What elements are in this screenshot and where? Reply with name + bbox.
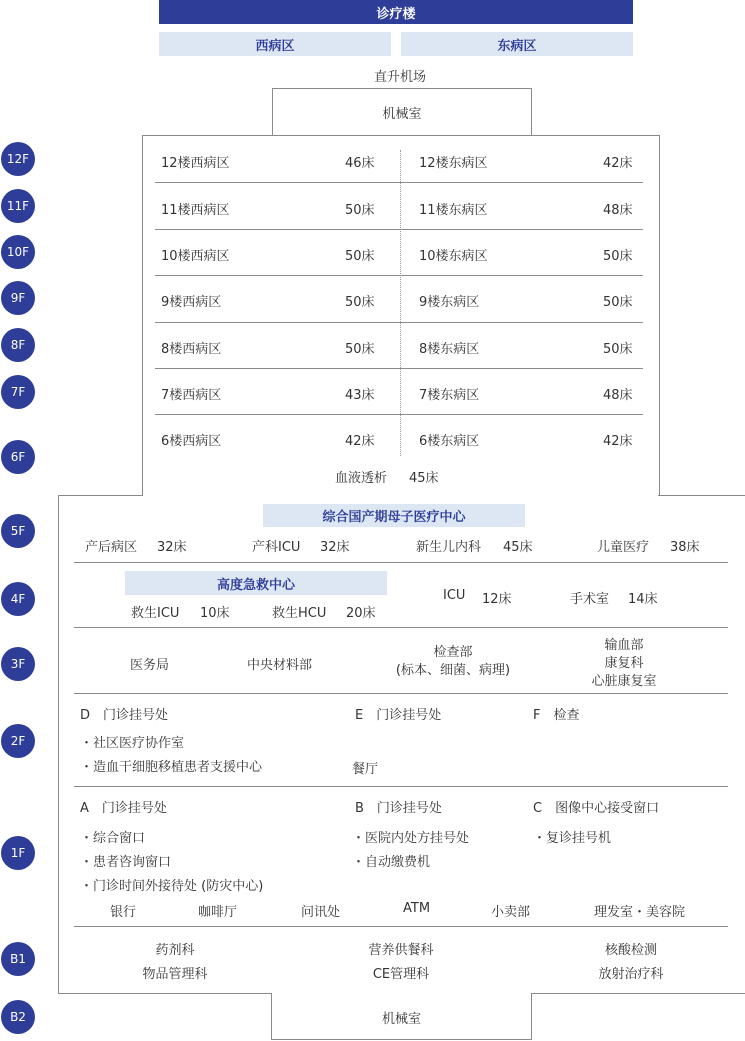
neonatal-beds: 45床 (503, 540, 533, 555)
ward-east-name: 11楼东病区 (419, 203, 488, 218)
divider-4f (74, 627, 728, 628)
barber-beauty: 理发室・美容院 (594, 905, 686, 920)
ward-east-name: 10楼东病区 (419, 249, 488, 264)
obstetric-icu: 产科ICU (252, 540, 301, 555)
ward-west-beds: 46床 (345, 156, 375, 171)
general-window: ・综合窗口 (80, 831, 146, 846)
neonatal-ward: 新生儿内科 (416, 540, 482, 555)
floor-badge-8f: 8F (1, 328, 35, 362)
ward-west-name: 9楼西病区 (161, 295, 222, 310)
divider-5f (74, 562, 728, 563)
divider-1f (74, 926, 728, 927)
examination-f: F 检查 (533, 708, 580, 723)
auto-payment: ・自动缴费机 (352, 855, 431, 870)
ward-west-name: 8楼西病区 (161, 342, 222, 357)
floor-badge-b1: B1 (1, 942, 35, 976)
ward-east-beds: 48床 (603, 388, 633, 403)
revisit-machine: ・复诊挂号机 (533, 831, 612, 846)
rescue-icu: 救生ICU (131, 606, 180, 621)
floor-badge-9f: 9F (1, 281, 35, 315)
ward-east-beds: 42床 (603, 156, 633, 171)
ward-west-beds: 43床 (345, 388, 375, 403)
after-hours-reception: ・门诊时间外接待处 (防灾中心) (80, 879, 264, 894)
west-ward-header: 西病区 (159, 32, 391, 56)
ward-east-name: 12楼东病区 (419, 156, 488, 171)
floor-badge-6f: 6F (1, 440, 35, 474)
rescue-hcu: 救生HCU (272, 606, 327, 621)
nutrition: 营养供餐科 (368, 943, 434, 958)
ce-management: CE管理科 (372, 967, 430, 982)
ward-row-divider (155, 275, 643, 276)
ward-east-name: 8楼东病区 (419, 342, 480, 357)
transfusion-dept: 输血部 (604, 638, 644, 653)
ward-east-name: 6楼东病区 (419, 434, 480, 449)
building-title: 诊疗楼 (159, 0, 633, 24)
floor-badge-12f: 12F (1, 142, 35, 176)
postnatal-ward: 产后病区 (85, 540, 138, 555)
cardiac-rehab-room: 心脏康复室 (591, 674, 657, 689)
ward-east-name: 9楼东病区 (419, 295, 480, 310)
laboratory-dept: 检查部 (433, 645, 473, 660)
ward-west-name: 7楼西病区 (161, 388, 222, 403)
outpatient-desk-a: A 门诊挂号处 (80, 801, 167, 816)
outpatient-desk-d: D 门诊挂号处 (80, 708, 169, 723)
ward-west-beds: 50床 (345, 203, 375, 218)
floor-badge-10f: 10F (1, 235, 35, 269)
operating-room: 手术室 (570, 592, 610, 607)
pediatric-beds: 38床 (670, 540, 700, 555)
ward-east-beds: 50床 (603, 249, 633, 264)
bank: 银行 (110, 905, 137, 920)
prescription-desk: ・医院内处方挂号处 (352, 831, 470, 846)
outpatient-desk-b: B 门诊挂号处 (355, 801, 442, 816)
ward-row-divider (155, 229, 643, 230)
medical-affairs: 医务局 (130, 658, 170, 673)
imaging-reception-c: C 图像中心接受窗口 (533, 801, 660, 816)
floor-badge-11f: 11F (1, 189, 35, 223)
ward-west-beds: 42床 (345, 434, 375, 449)
central-supply: 中央材料部 (247, 658, 313, 673)
materials-management: 物品管理科 (142, 967, 208, 982)
rehabilitation-dept: 康复科 (604, 656, 644, 671)
information-desk: 问讯处 (301, 905, 341, 920)
ward-west-beds: 50床 (345, 249, 375, 264)
outpatient-desk-e: E 门诊挂号处 (355, 708, 442, 723)
stem-cell-support: ・造血干细胞移植患者支援中心 (80, 760, 263, 775)
icu: ICU (443, 588, 466, 603)
floor-badge-1f: 1F (1, 836, 35, 870)
pediatric-ward: 儿童医疗 (597, 540, 650, 555)
east-ward-header: 东病区 (401, 32, 633, 56)
ward-west-beds: 50床 (345, 342, 375, 357)
ward-west-name: 12楼西病区 (161, 156, 230, 171)
ward-divider (400, 150, 401, 456)
heliport-label: 直升机场 (373, 70, 426, 85)
ward-row-divider (155, 322, 643, 323)
ward-west-name: 11楼西病区 (161, 203, 230, 218)
ward-east-beds: 42床 (603, 434, 633, 449)
ward-east-name: 7楼东病区 (419, 388, 480, 403)
ward-row-divider (155, 414, 643, 415)
icu-beds: 12床 (482, 592, 512, 607)
dialysis-beds: 45床 (409, 471, 439, 486)
floor-badge-3f: 3F (1, 647, 35, 681)
postnatal-beds: 32床 (157, 540, 187, 555)
floor-badge-b2: B2 (1, 1000, 35, 1034)
divider-2f (74, 786, 728, 787)
ward-row-divider (155, 368, 643, 369)
floor-badge-2f: 2F (1, 724, 35, 758)
shop: 小卖部 (491, 905, 531, 920)
operating-room-beds: 14床 (628, 592, 658, 607)
rescue-icu-beds: 10床 (200, 606, 230, 621)
ward-west-name: 6楼西病区 (161, 434, 222, 449)
atm: ATM (403, 901, 431, 916)
rescue-hcu-beds: 20床 (346, 606, 376, 621)
laboratory-detail: (标本、细菌、病理) (395, 663, 511, 678)
ward-east-beds: 50床 (603, 342, 633, 357)
community-liaison: ・社区医疗协作室 (80, 736, 185, 751)
ward-row-divider (155, 182, 643, 183)
pharmacy: 药剂科 (155, 943, 195, 958)
dialysis-label: 血液透析 (335, 471, 388, 486)
radiotherapy: 放射治疗科 (598, 967, 664, 982)
ward-west-name: 10楼西病区 (161, 249, 230, 264)
roof-machine-label: 机械室 (382, 107, 422, 122)
cafe: 咖啡厅 (198, 905, 238, 920)
ward-east-beds: 50床 (603, 295, 633, 310)
floor-badge-4f: 4F (1, 582, 35, 616)
perinatal-center-header: 综合国产期母子医疗中心 (263, 504, 525, 527)
basement-machine-label: 机械室 (381, 1012, 421, 1027)
obstetric-icu-beds: 32床 (320, 540, 350, 555)
ward-west-beds: 50床 (345, 295, 375, 310)
floor-badge-5f: 5F (1, 514, 35, 548)
ward-east-beds: 48床 (603, 203, 633, 218)
nucleic-acid-test: 核酸检测 (604, 943, 657, 958)
emergency-center-header: 高度急救中心 (125, 571, 387, 595)
cafeteria: 餐厅 (352, 762, 379, 777)
divider-3f (74, 693, 728, 694)
patient-consultation: ・患者咨询窗口 (80, 855, 172, 870)
floor-badge-7f: 7F (1, 375, 35, 409)
